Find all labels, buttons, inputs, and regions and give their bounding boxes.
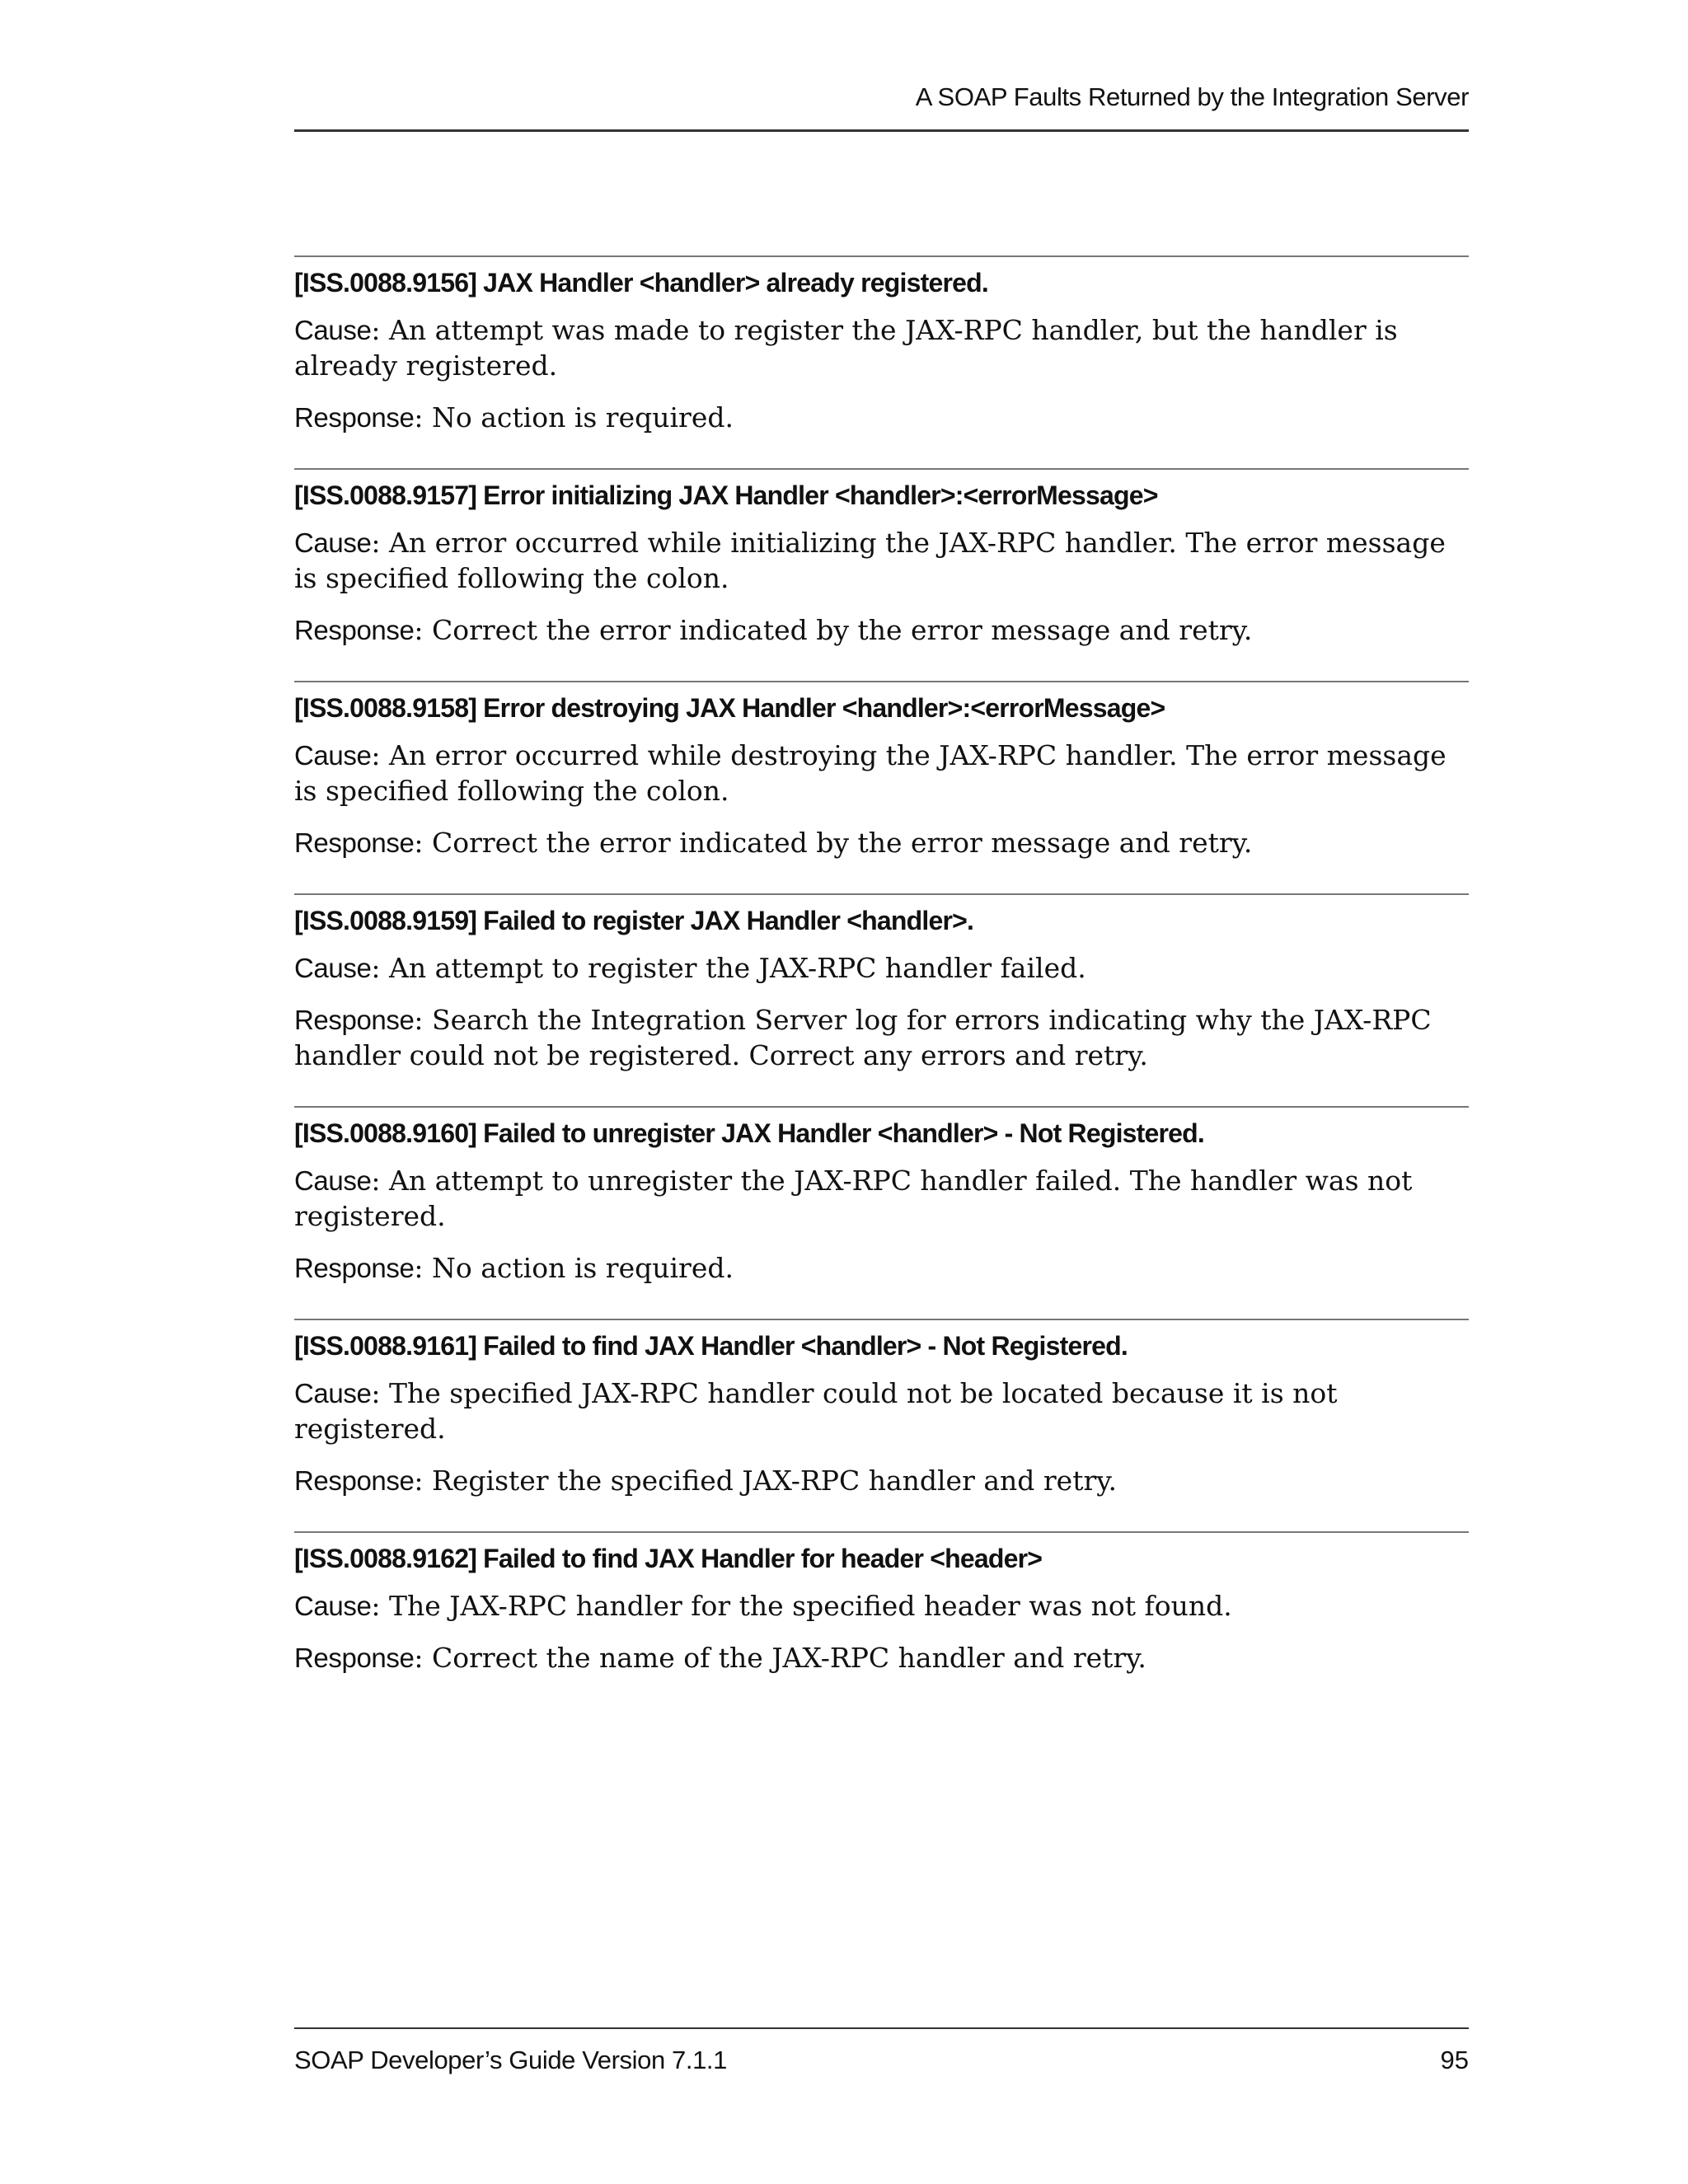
cause-paragraph <box>294 312 1469 383</box>
fault-entry <box>294 893 1469 1073</box>
response-label: Response <box>294 1643 415 1673</box>
response-text: : No action is required. <box>414 401 734 434</box>
cause-label: Cause <box>294 1378 372 1408</box>
guide-title: SOAP Developer’s Guide Version 7.1.1 <box>294 2046 727 2074</box>
fault-code-title: [ISS.0088.9159] Failed to register JAX Handler <handler>. <box>294 906 974 935</box>
fault-code-title: [ISS.0088.9160] Failed to unregister JAX Handler <handler> - Not Registered. <box>294 1118 1205 1148</box>
fault-entries <box>294 255 1469 1708</box>
fault-entry <box>294 1106 1469 1286</box>
response-label: Response <box>294 1253 415 1283</box>
fault-entry <box>294 681 1469 860</box>
page-header <box>294 0 1469 134</box>
cause-paragraph <box>294 738 1469 808</box>
fault-code-title: [ISS.0088.9157] Error initializing JAX Handler <handler>:<errorMessage> <box>294 480 1158 510</box>
fault-code-title: [ISS.0088.9158] Error destroying JAX Handler <handler>:<errorMessage> <box>294 693 1165 723</box>
cause-paragraph <box>294 1163 1469 1234</box>
cause-label: Cause <box>294 740 372 771</box>
response-paragraph <box>294 1640 1469 1675</box>
cause-label: Cause <box>294 953 372 983</box>
cause-paragraph <box>294 1588 1469 1624</box>
fault-code-title: [ISS.0088.9162] Failed to find JAX Handler for header <header> <box>294 1544 1043 1573</box>
header-divider <box>294 129 1469 132</box>
response-label: Response <box>294 1005 415 1035</box>
response-label: Response <box>294 827 415 858</box>
cause-label: Cause <box>294 527 372 558</box>
cause-text: : An attempt to register the JAX-RPC handler failed. <box>371 952 1086 984</box>
response-text: : Search the Integration Server log for errors indicating why the JAX-RPC handler could not be registered. Correct any errors and retry. <box>294 1004 1432 1071</box>
cause-paragraph <box>294 525 1469 596</box>
fault-entry <box>294 1531 1469 1675</box>
response-text: : Register the specified JAX-RPC handler and retry. <box>414 1465 1117 1497</box>
fault-entry <box>294 1319 1469 1498</box>
response-paragraph <box>294 1463 1469 1498</box>
response-text: : No action is required. <box>414 1252 734 1284</box>
cause-label: Cause <box>294 315 372 345</box>
fault-code-title: [ISS.0088.9156] JAX Handler <handler> already registered. <box>294 268 988 298</box>
fault-code-title: [ISS.0088.9161] Failed to find JAX Handler <handler> - Not Registered. <box>294 1331 1128 1361</box>
footer-divider <box>294 2027 1469 2029</box>
cause-paragraph <box>294 950 1469 986</box>
response-text: : Correct the error indicated by the error message and retry. <box>414 827 1253 859</box>
response-text: : Correct the error indicated by the error message and retry. <box>414 614 1253 646</box>
response-label: Response <box>294 1465 415 1496</box>
response-paragraph <box>294 1002 1469 1073</box>
response-text: : Correct the name of the JAX-RPC handler and retry. <box>414 1642 1146 1674</box>
response-label: Response <box>294 402 415 433</box>
cause-text: : The JAX-RPC handler for the specified header was not found. <box>371 1590 1232 1622</box>
response-paragraph <box>294 825 1469 860</box>
cause-text: : An error occurred while initializing the JAX-RPC handler. The error message is specified following the colon. <box>294 527 1446 594</box>
cause-text: : An error occurred while destroying the JAX-RPC handler. The error message is specified following the colon. <box>294 739 1447 807</box>
cause-label: Cause <box>294 1165 372 1196</box>
cause-label: Cause <box>294 1591 372 1621</box>
response-label: Response <box>294 615 415 645</box>
fault-entry <box>294 255 1469 435</box>
page-footer <box>294 2027 1469 2077</box>
cause-paragraph <box>294 1376 1469 1446</box>
cause-text: : The specified JAX-RPC handler could not be located because it is not registered. <box>294 1377 1338 1445</box>
response-paragraph <box>294 1250 1469 1286</box>
chapter-title: A SOAP Faults Returned by the Integration Server <box>915 82 1469 111</box>
fault-entry <box>294 468 1469 648</box>
cause-text: : An attempt was made to register the JAX-RPC handler, but the handler is already registered. <box>294 314 1398 382</box>
response-paragraph <box>294 612 1469 648</box>
response-paragraph <box>294 400 1469 435</box>
page-number: 95 <box>1440 2046 1469 2074</box>
cause-text: : An attempt to unregister the JAX-RPC handler failed. The handler was not registered. <box>294 1165 1413 1232</box>
